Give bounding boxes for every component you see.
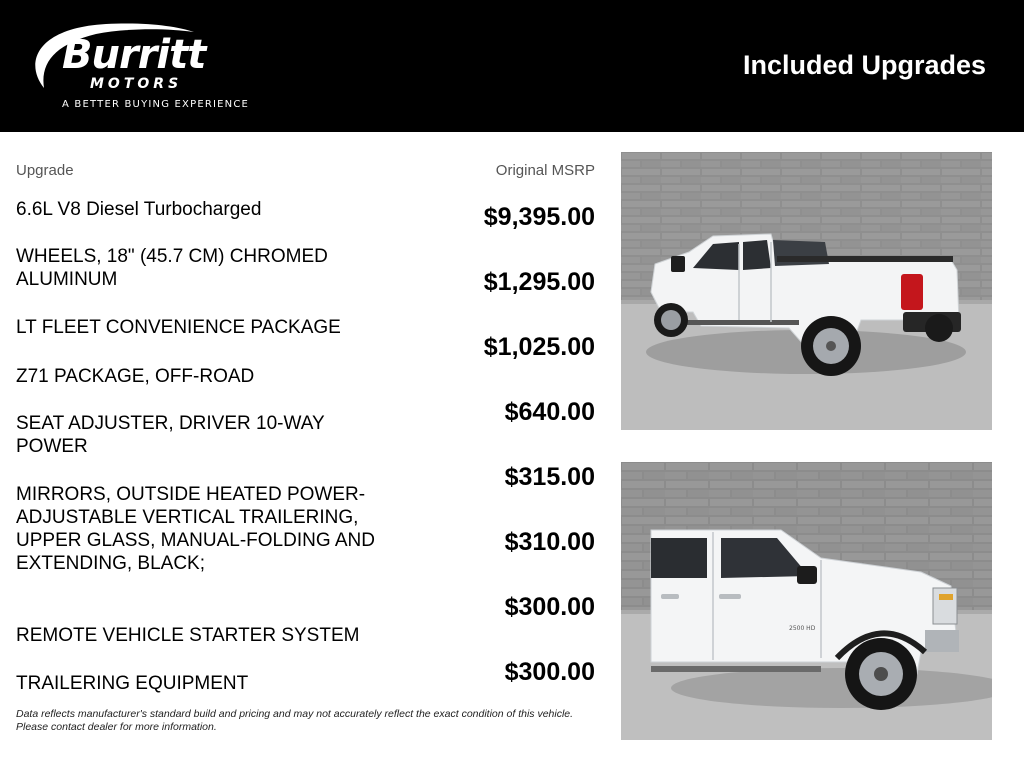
upgrade-item: Z71 PACKAGE, OFF-ROAD (16, 366, 255, 387)
price-value: $300.00 (504, 658, 595, 686)
price-value: $310.00 (504, 528, 595, 556)
upgrade-item: LT FLEET CONVENIENCE PACKAGE (16, 317, 341, 338)
upgrade-item: REMOTE VEHICLE STARTER SYSTEM (16, 625, 360, 646)
truck-side-photo[interactable] (621, 462, 992, 740)
logo-sub: MOTORS (90, 76, 183, 92)
truck-badge: 2500 HD (789, 625, 816, 632)
logo-tagline: A BETTER BUYING EXPERIENCE (62, 99, 250, 110)
upgrade-item: 6.6L V8 Diesel Turbocharged (16, 199, 262, 220)
upgrade-item: TRAILERING EQUIPMENT (16, 673, 249, 694)
price-value: $640.00 (504, 398, 595, 426)
price-value: $315.00 (504, 463, 595, 491)
price-value: $1,025.00 (483, 333, 595, 361)
price-value: $300.00 (504, 593, 595, 621)
upgrade-column-header: Upgrade (16, 162, 74, 179)
header-bar (0, 0, 1024, 132)
msrp-column-header: Original MSRP (495, 162, 595, 179)
price-value: $9,395.00 (483, 203, 595, 231)
upgrade-item: WHEELS, 18" (45.7 CM) CHROMED ALUMINUM (16, 246, 328, 290)
upgrade-item: MIRRORS, OUTSIDE HEATED POWER-ADJUSTABLE VERTICAL TRAILERING, UPPER GLASS, MANUAL-FOLDING AND EXTENDING, BLACK; (16, 484, 375, 574)
page-title: Included Upgrades (742, 50, 986, 80)
truck-rear-photo[interactable] (621, 152, 992, 430)
price-value: $1,295.00 (483, 268, 595, 296)
burritt-motors-logo[interactable] (26, 18, 248, 118)
logo-name: Burritt (62, 32, 206, 78)
upgrade-item: SEAT ADJUSTER, DRIVER 10-WAY POWER (16, 413, 325, 457)
disclaimer-text: Data reflects manufacturer's standard build and pricing and may not accurately reflect the exact condition of this vehicle. Please contact dealer for more information. (16, 708, 574, 733)
